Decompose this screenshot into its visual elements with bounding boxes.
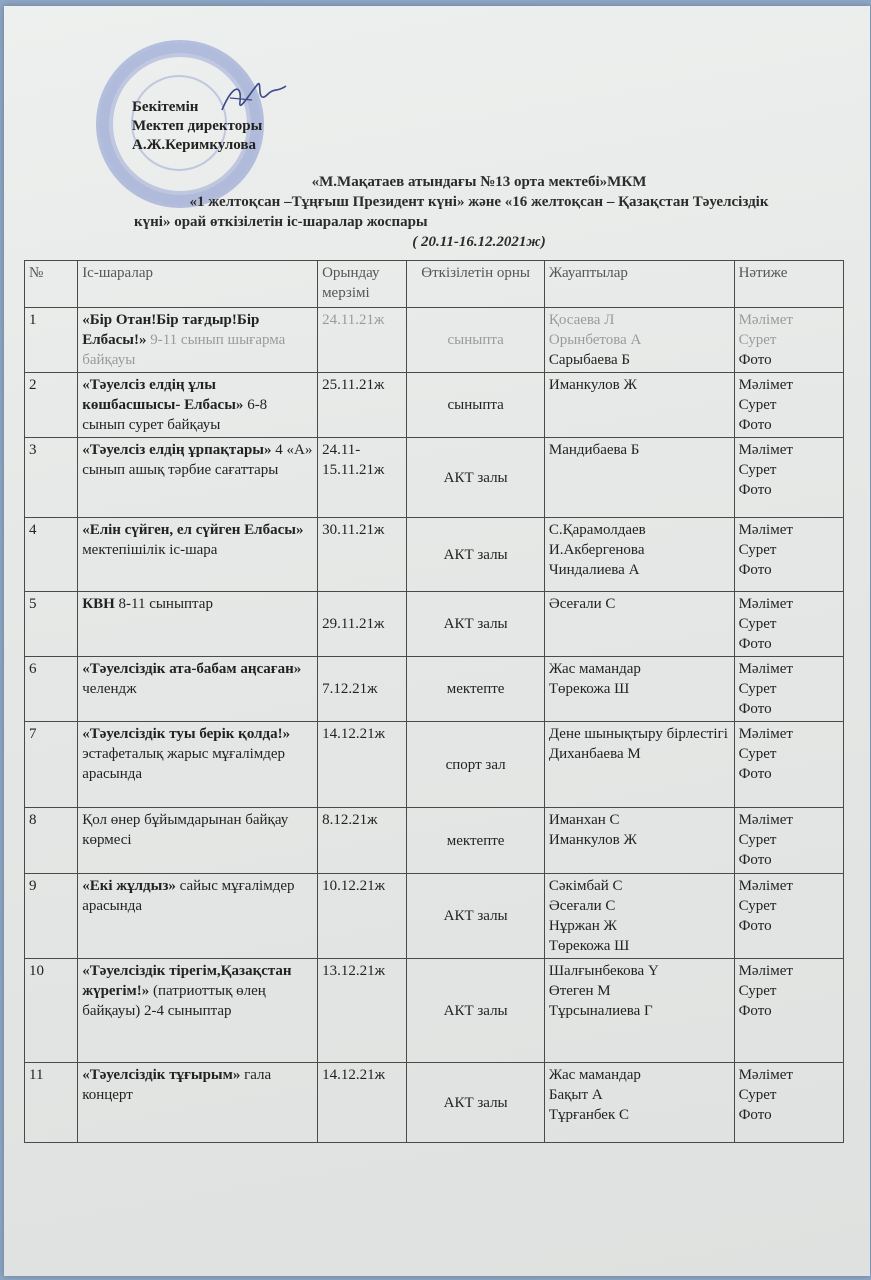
row-place: АКТ залы [407, 592, 545, 657]
responsible-person: Орынбетова А [548, 332, 642, 348]
table-row [25, 438, 844, 518]
event-title: «Тәуелсіздік туы берік қолда!» [82, 726, 291, 742]
result-item: Сурет [738, 832, 777, 848]
result-item: Мәлімет [738, 1067, 793, 1083]
table-row [25, 592, 844, 657]
responsible-person: Сарыбаева Б [548, 352, 630, 368]
event-title: «Екі жұлдыз» [82, 878, 176, 894]
result-item: Фото [738, 562, 772, 578]
row-date: 7.12.21ж [318, 657, 407, 722]
result-item: Сурет [738, 983, 777, 999]
approval-title: Бекітемін [132, 99, 199, 115]
event-title: «Тәуелсіздік тұғырым» [82, 1067, 241, 1083]
row-date: 14.12.21ж [318, 722, 407, 808]
row-place: АКТ залы [407, 438, 545, 518]
responsible-person: Иманхан С [548, 812, 620, 828]
result-item: Мәлімет [738, 377, 793, 393]
row-place: АКТ залы [407, 1063, 545, 1143]
row-num: 8 [25, 808, 78, 874]
plan-period: ( 20.11-16.12.2021ж) [412, 234, 546, 250]
responsible-person: Әсеғали С [548, 596, 616, 612]
row-responsible [544, 592, 734, 657]
row-num: 6 [25, 657, 78, 722]
row-responsible [544, 874, 734, 959]
event-description: сайыс мұғалімдер арасында [82, 878, 295, 914]
result-item: Фото [738, 352, 772, 368]
row-result [734, 874, 843, 959]
table-header-row [25, 261, 844, 308]
row-result [734, 657, 843, 722]
events-table [24, 260, 844, 1143]
row-result [734, 592, 843, 657]
event-title: «Тәуелсіздік ата-бабам аңсаған» [82, 661, 302, 677]
header-num: № [25, 261, 78, 308]
responsible-person: Жас мамандар [548, 1067, 641, 1083]
row-event [78, 438, 318, 518]
event-description: челендж [82, 681, 137, 697]
result-item: Мәлімет [738, 878, 793, 894]
event-description: 6-8 сынып сурет байқауы [82, 397, 268, 433]
row-event [78, 1063, 318, 1143]
event-description: 4 «А» сынып ашық тәрбие сағаттары [82, 442, 313, 478]
result-item: Мәлімет [738, 812, 793, 828]
table-row [25, 1063, 844, 1143]
row-num: 9 [25, 874, 78, 959]
result-item: Фото [738, 636, 772, 652]
responsible-person: Бақыт А [548, 1087, 603, 1103]
result-item: Фото [738, 918, 772, 934]
row-result [734, 518, 843, 592]
row-result [734, 438, 843, 518]
result-item: Фото [738, 701, 772, 717]
responsible-person: И.Акбергенова [548, 542, 645, 558]
result-item: Мәлімет [738, 661, 793, 677]
row-responsible [544, 808, 734, 874]
result-item: Фото [738, 1107, 772, 1123]
row-event [78, 657, 318, 722]
responsible-person: Тұрғанбек С [548, 1107, 630, 1123]
event-description: мектепішілік іс-шара [82, 542, 218, 558]
header-responsible: Жауаптылар [544, 261, 734, 308]
row-num: 4 [25, 518, 78, 592]
event-description: 8-11 сыныптар [114, 596, 213, 612]
responsible-person: Қосаева Л [548, 312, 615, 328]
table-row [25, 959, 844, 1063]
result-item: Сурет [738, 616, 777, 632]
event-title: «Тәуелсіз елдің ұлы көшбасшысы- Елбасы» [82, 377, 244, 413]
result-item: Мәлімет [738, 442, 793, 458]
result-item: Фото [738, 1003, 772, 1019]
responsible-person: Дене шынықтыру бірлестігі [548, 726, 728, 742]
row-num: 10 [25, 959, 78, 1063]
approval-block [132, 98, 262, 155]
row-place: АКТ залы [407, 959, 545, 1063]
responsible-person: Чиндалиева А [548, 562, 640, 578]
result-item: Фото [738, 417, 772, 433]
result-item: Фото [738, 766, 772, 782]
table-body [25, 308, 844, 1143]
event-description: (патриоттық өлең байқауы) 2-4 сыныптар [82, 983, 266, 1019]
result-item: Мәлімет [738, 522, 793, 538]
row-date: 30.11.21ж [318, 518, 407, 592]
row-place: мектепте [407, 808, 545, 874]
event-title: «Бір Отан!Бір тағдыр!Бір Елбасы!» [82, 312, 260, 348]
row-num: 5 [25, 592, 78, 657]
row-place: сыныпта [407, 373, 545, 438]
row-date: 25.11.21ж [318, 373, 407, 438]
row-result [734, 308, 843, 373]
row-responsible [544, 373, 734, 438]
row-event [78, 808, 318, 874]
row-num: 7 [25, 722, 78, 808]
row-date: 13.12.21ж [318, 959, 407, 1063]
event-description: 9-11 сынып шығарма байқауы [82, 332, 286, 368]
row-responsible [544, 438, 734, 518]
row-place: АКТ залы [407, 518, 545, 592]
header-result: Нәтиже [734, 261, 843, 308]
result-item: Сурет [738, 1087, 777, 1103]
row-event [78, 722, 318, 808]
result-item: Мәлімет [738, 312, 793, 328]
result-item: Мәлімет [738, 596, 793, 612]
document-heading [94, 172, 864, 252]
row-event [78, 874, 318, 959]
table-row [25, 657, 844, 722]
approval-position: Мектеп директоры [132, 118, 263, 134]
row-event [78, 308, 318, 373]
row-responsible [544, 657, 734, 722]
row-date: 10.12.21ж [318, 874, 407, 959]
row-date: 8.12.21ж [318, 808, 407, 874]
responsible-person: Шалғынбекова Ү [548, 963, 659, 979]
table-row [25, 373, 844, 438]
row-place: мектепте [407, 657, 545, 722]
result-item: Сурет [738, 462, 777, 478]
result-item: Мәлімет [738, 726, 793, 742]
row-num: 11 [25, 1063, 78, 1143]
table-row [25, 874, 844, 959]
result-item: Сурет [738, 332, 777, 348]
responsible-person: Әсеғали С [548, 898, 616, 914]
row-num: 1 [25, 308, 78, 373]
row-num: 2 [25, 373, 78, 438]
row-event [78, 959, 318, 1063]
table-row [25, 722, 844, 808]
row-event [78, 373, 318, 438]
responsible-person: Төрекожа Ш [548, 681, 630, 697]
header-place: Өткізілетін орны [407, 261, 545, 308]
result-item: Фото [738, 852, 772, 868]
responsible-person: Иманкулов Ж [548, 832, 637, 848]
row-date: 14.12.21ж [318, 1063, 407, 1143]
row-result [734, 373, 843, 438]
result-item: Сурет [738, 542, 777, 558]
event-description: эстафеталық жарыс мұғалімдер арасында [82, 746, 286, 782]
header-event: Іс-шаралар [78, 261, 318, 308]
row-result [734, 1063, 843, 1143]
responsible-person: Диханбаева М [548, 746, 641, 762]
result-item: Фото [738, 482, 772, 498]
row-date: 24.11.21ж [318, 308, 407, 373]
row-responsible [544, 1063, 734, 1143]
table-row [25, 518, 844, 592]
row-responsible [544, 959, 734, 1063]
school-name: «М.Мақатаев атындағы №13 орта мектебі»МКМ [311, 174, 647, 190]
event-description: Қол өнер бұйымдарынан байқау көрмесі [82, 812, 289, 848]
responsible-person: Өтеген М [548, 983, 611, 999]
result-item: Сурет [738, 898, 777, 914]
row-responsible [544, 722, 734, 808]
responsible-person: Иманкулов Ж [548, 377, 637, 393]
row-event [78, 518, 318, 592]
row-date: 24.11-15.11.21ж [318, 438, 407, 518]
row-responsible [544, 518, 734, 592]
row-place: АКТ залы [407, 874, 545, 959]
row-num: 3 [25, 438, 78, 518]
row-place: спорт зал [407, 722, 545, 808]
plan-title-line2: күні» орай өткізілетін іс-шаралар жоспары [134, 214, 428, 230]
result-item: Сурет [738, 681, 777, 697]
result-item: Сурет [738, 397, 777, 413]
responsible-person: Мандибаева Б [548, 442, 640, 458]
approval-director-name: А.Ж.Керимкулова [132, 137, 257, 153]
responsible-person: Нұржан Ж [548, 918, 617, 934]
row-result [734, 959, 843, 1063]
row-event [78, 592, 318, 657]
responsible-person: Сәкімбай С [548, 878, 623, 894]
table-row [25, 308, 844, 373]
responsible-person: Жас мамандар [548, 661, 641, 677]
event-description: гала концерт [82, 1067, 272, 1103]
row-place: сыныпта [407, 308, 545, 373]
event-title: «Елін сүйген, ел сүйген Елбасы» [82, 522, 304, 538]
row-date: 29.11.21ж [318, 592, 407, 657]
row-result [734, 722, 843, 808]
table-row [25, 808, 844, 874]
responsible-person: Тұрсыналиева Г [548, 1003, 653, 1019]
result-item: Сурет [738, 746, 777, 762]
event-title: «Тәуелсіздік тірегім,Қазақстан жүрегім!» [82, 963, 292, 999]
header-date: Орындау мерзімі [318, 261, 407, 308]
event-title: «Тәуелсіз елдің ұрпақтары» [82, 442, 272, 458]
row-responsible [544, 308, 734, 373]
responsible-person: С.Қарамолдаев [548, 522, 646, 538]
event-title: КВН [82, 596, 115, 612]
responsible-person: Төрекожа Ш [548, 938, 630, 954]
plan-title-line1: «1 желтоқсан –Тұңғыш Президент күні» және «16 желтоқсан – Қазақстан Тәуелсіздік [189, 194, 769, 210]
row-result [734, 808, 843, 874]
result-item: Мәлімет [738, 963, 793, 979]
